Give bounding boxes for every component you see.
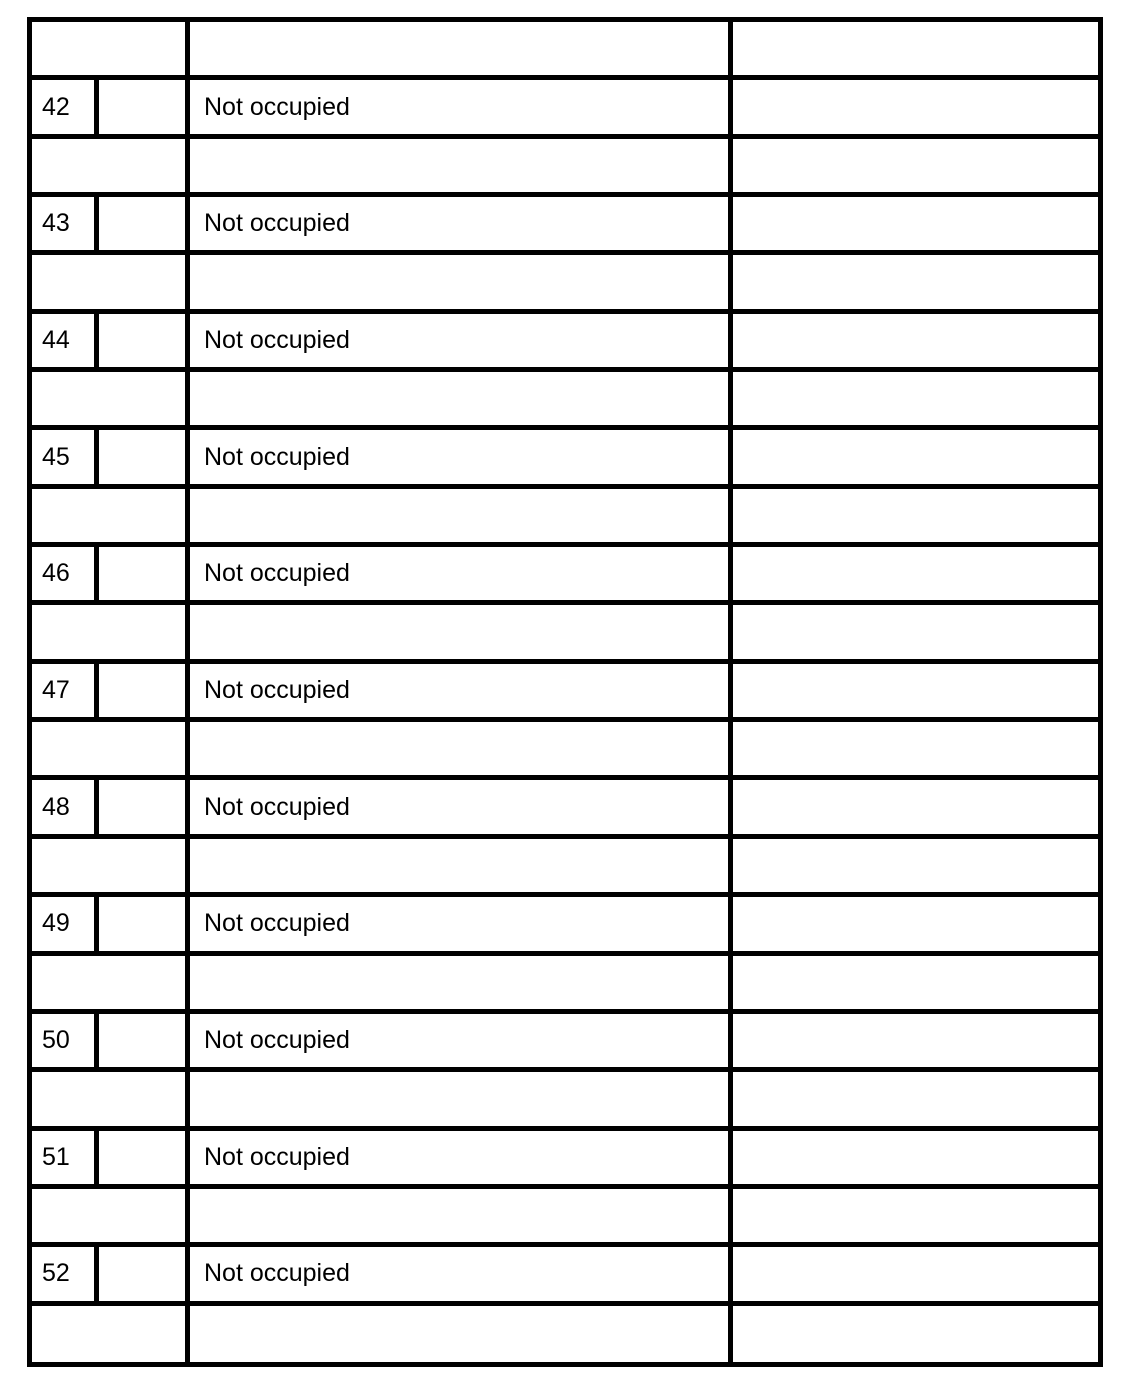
table-row	[32, 1131, 1098, 1189]
number-cell	[32, 780, 190, 833]
row-number: 42	[32, 80, 99, 133]
status-cell: Not occupied	[190, 1131, 733, 1184]
note-cell	[733, 1247, 1098, 1300]
spacer-cell-c	[733, 1306, 1098, 1364]
status-cell: Not occupied	[190, 664, 733, 717]
sub-cell	[99, 80, 185, 133]
spacer-cell-b	[190, 1306, 733, 1364]
spacer-row	[32, 605, 1098, 663]
sub-cell	[99, 1131, 185, 1184]
spacer-row	[32, 1072, 1098, 1130]
table-row	[32, 430, 1098, 488]
register-table	[27, 17, 1103, 1367]
spacer-cell-b	[190, 605, 733, 658]
number-cell	[32, 80, 190, 133]
spacer-cell-a	[32, 489, 190, 542]
spacer-row	[32, 1306, 1098, 1364]
table-row	[32, 547, 1098, 605]
spacer-cell-c	[733, 1189, 1098, 1242]
spacer-cell-c	[733, 1072, 1098, 1125]
spacer-row	[32, 722, 1098, 780]
table-row	[32, 1014, 1098, 1072]
row-number: 47	[32, 664, 99, 717]
number-cell	[32, 897, 190, 950]
sub-cell	[99, 1014, 185, 1067]
spacer-cell-b	[190, 372, 733, 425]
row-number: 51	[32, 1131, 99, 1184]
spacer-cell-c	[733, 605, 1098, 658]
spacer-cell-a	[32, 372, 190, 425]
note-cell	[733, 547, 1098, 600]
status-cell: Not occupied	[190, 547, 733, 600]
note-cell	[733, 1014, 1098, 1067]
sub-cell	[99, 780, 185, 833]
note-cell	[733, 664, 1098, 717]
spacer-cell-a	[32, 1189, 190, 1242]
spacer-cell-a	[32, 1072, 190, 1125]
table-row	[32, 897, 1098, 955]
note-cell	[733, 1131, 1098, 1184]
spacer-cell-c	[733, 489, 1098, 542]
spacer-cell-c	[733, 722, 1098, 775]
spacer-row	[32, 1189, 1098, 1247]
spacer-cell-a	[32, 956, 190, 1009]
note-cell	[733, 197, 1098, 250]
note-cell	[733, 80, 1098, 133]
note-cell	[733, 780, 1098, 833]
status-cell: Not occupied	[190, 1014, 733, 1067]
note-cell	[733, 430, 1098, 483]
sub-cell	[99, 664, 185, 717]
note-cell	[733, 314, 1098, 367]
spacer-cell-b	[190, 1072, 733, 1125]
spacer-cell-c	[733, 839, 1098, 892]
spacer-cell-c	[733, 956, 1098, 1009]
number-cell	[32, 430, 190, 483]
spacer-cell-c	[733, 255, 1098, 308]
spacer-cell-b	[190, 489, 733, 542]
number-cell	[32, 314, 190, 367]
table-row	[32, 664, 1098, 722]
spacer-row	[32, 139, 1098, 197]
spacer-cell-b	[190, 956, 733, 1009]
table-row	[32, 197, 1098, 255]
spacer-row	[32, 372, 1098, 430]
spacer-row	[32, 839, 1098, 897]
table-row	[32, 314, 1098, 372]
spacer-cell-b	[190, 722, 733, 775]
spacer-row	[32, 489, 1098, 547]
spacer-cell-a	[32, 22, 190, 75]
spacer-row	[32, 956, 1098, 1014]
status-cell: Not occupied	[190, 1247, 733, 1300]
status-cell: Not occupied	[190, 780, 733, 833]
spacer-cell-c	[733, 139, 1098, 192]
row-number: 50	[32, 1014, 99, 1067]
spacer-cell-b	[190, 255, 733, 308]
sub-cell	[99, 897, 185, 950]
spacer-row	[32, 255, 1098, 313]
sub-cell	[99, 314, 185, 367]
status-cell: Not occupied	[190, 314, 733, 367]
spacer-cell-b	[190, 22, 733, 75]
number-cell	[32, 197, 190, 250]
sub-cell	[99, 1247, 185, 1300]
note-cell	[733, 897, 1098, 950]
status-cell: Not occupied	[190, 897, 733, 950]
spacer-cell-a	[32, 139, 190, 192]
spacer-cell-a	[32, 255, 190, 308]
row-number: 43	[32, 197, 99, 250]
sub-cell	[99, 430, 185, 483]
spacer-cell-b	[190, 839, 733, 892]
status-cell: Not occupied	[190, 430, 733, 483]
number-cell	[32, 547, 190, 600]
status-cell: Not occupied	[190, 80, 733, 133]
row-number: 46	[32, 547, 99, 600]
header-row	[32, 22, 1098, 80]
table-row	[32, 1247, 1098, 1305]
row-number: 45	[32, 430, 99, 483]
spacer-cell-a	[32, 839, 190, 892]
spacer-cell-c	[733, 372, 1098, 425]
status-cell: Not occupied	[190, 197, 733, 250]
spacer-cell-b	[190, 139, 733, 192]
spacer-cell-b	[190, 1189, 733, 1242]
number-cell	[32, 1131, 190, 1184]
table-row	[32, 80, 1098, 138]
row-number: 52	[32, 1247, 99, 1300]
table-row	[32, 780, 1098, 838]
row-number: 48	[32, 780, 99, 833]
row-number: 44	[32, 314, 99, 367]
spacer-cell-c	[733, 22, 1098, 75]
sub-cell	[99, 547, 185, 600]
spacer-cell-a	[32, 605, 190, 658]
spacer-cell-a	[32, 722, 190, 775]
number-cell	[32, 1247, 190, 1300]
number-cell	[32, 664, 190, 717]
number-cell	[32, 1014, 190, 1067]
sub-cell	[99, 197, 185, 250]
spacer-cell-a	[32, 1306, 190, 1364]
row-number: 49	[32, 897, 99, 950]
